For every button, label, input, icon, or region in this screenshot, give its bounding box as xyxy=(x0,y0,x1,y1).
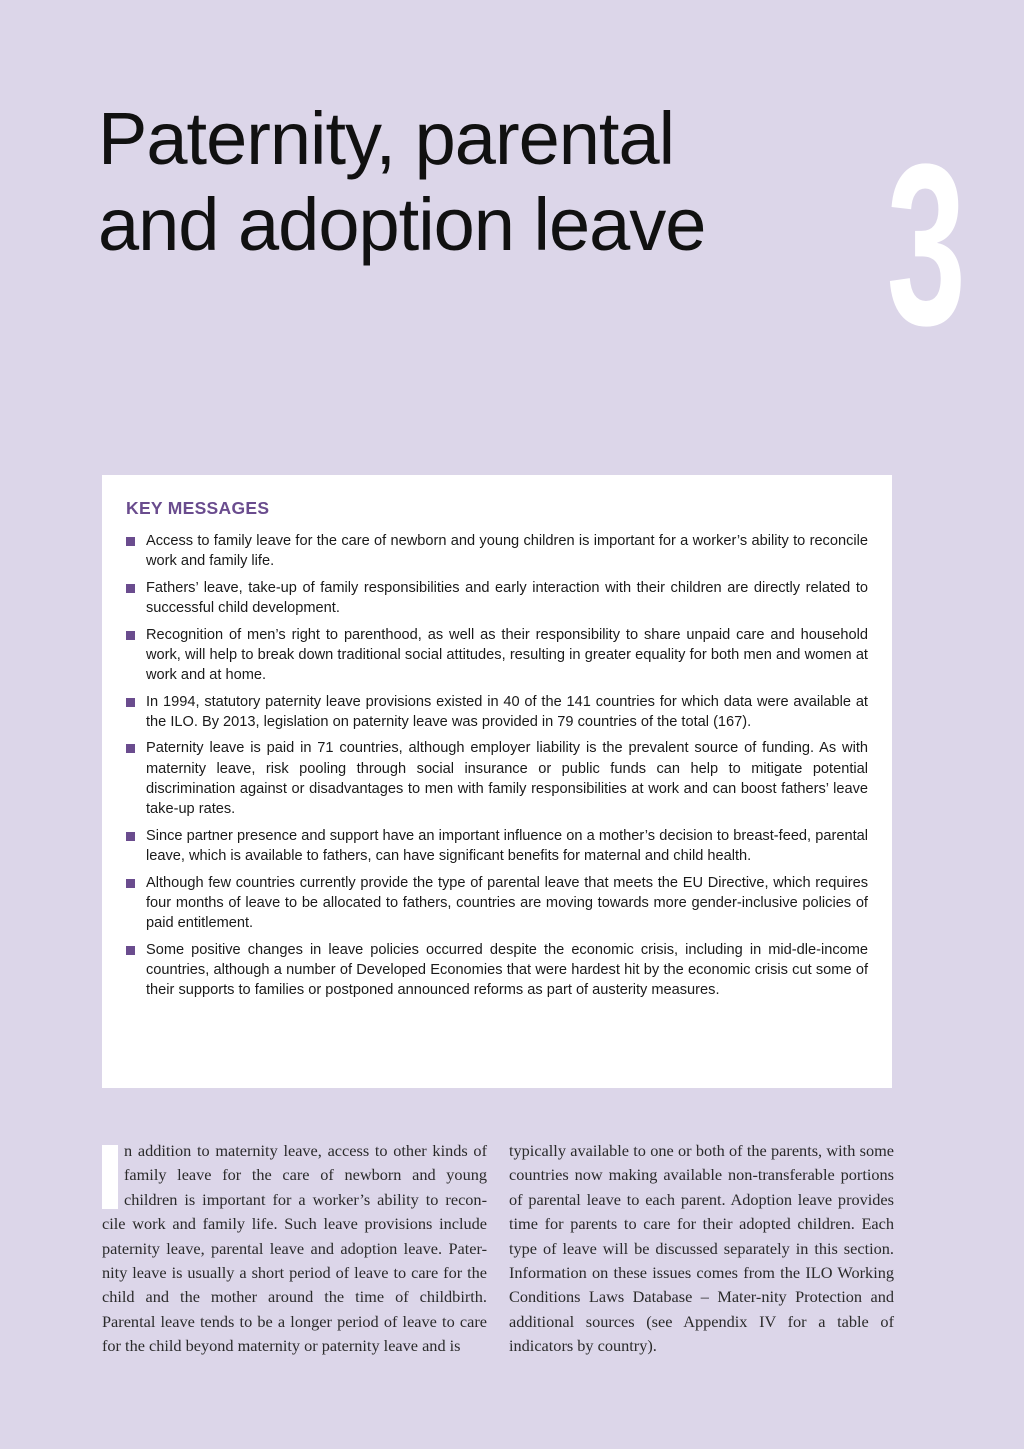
square-bullet-icon xyxy=(126,879,135,888)
square-bullet-icon xyxy=(126,537,135,546)
key-message-item xyxy=(126,692,868,733)
square-bullet-icon xyxy=(126,631,135,640)
square-bullet-icon xyxy=(126,832,135,841)
body-column-left xyxy=(102,1139,487,1359)
drop-cap-letter-i-shape xyxy=(102,1145,118,1209)
square-bullet-icon xyxy=(126,946,135,955)
key-message-item xyxy=(126,531,868,572)
key-messages-box xyxy=(102,475,892,1088)
key-message-text: Since partner presence and support have an important influence on a mother’s decision to breast-feed, parental leave, which is available to fathers, can have significant benefits for maternal and child health. xyxy=(146,827,868,865)
body-paragraph-left: n addition to maternity leave, access to other kinds of family leave for the care of newborn and young children is important for a worker’s ability to recon-cile work and family life. Such leave provisions include paternity leave, parental leave and adoption leave. Pater-nity leave is usually a short period of leave to care for the child and the mother around the time of childbirth. Parental leave tends to be a longer period of leave to care for the child beyond maternity or paternity leave and is xyxy=(102,1141,487,1356)
square-bullet-icon xyxy=(126,698,135,707)
key-message-item xyxy=(126,738,868,819)
page-title-line-1: Paternity, parental xyxy=(98,97,675,180)
key-message-text: Paternity leave is paid in 71 countries, although employer liability is the prevalent source of funding. As with maternity leave, risk pooling through social insurance or public funds can help to mitigate potential discrimination against or disadvantages to men with family responsibilities at work and can boost fathers’ leave take-up rates. xyxy=(146,740,868,818)
key-messages-heading: KEY MESSAGES xyxy=(126,498,270,518)
key-message-text: Some positive changes in leave policies occurred despite the economic crisis, including in mid-dle-income countries, although a number of Developed Economies that were hardest hit by the economic crisis cut some of their supports to families or postponed announced reforms as part of austerity measures. xyxy=(146,941,868,999)
key-message-text: Access to family leave for the care of newborn and young children is important for a worker’s ability to reconcile work and family life. xyxy=(146,533,868,570)
page-title xyxy=(98,96,705,268)
body-paragraph-right: typically available to one or both of the parents, with some countries now making available non-transferable portions of parental leave to each parent. Adoption leave provides time for parents to care for their adopted children. Each type of leave will be discussed separately in this section. Information on these issues comes from the ILO Working Conditions Laws Database – Mater-nity Protection and additional sources (see Appendix IV for a table of indicators by country). xyxy=(509,1141,894,1356)
key-message-item xyxy=(126,873,868,934)
key-message-item xyxy=(126,940,868,1001)
square-bullet-icon xyxy=(126,744,135,753)
key-message-item xyxy=(126,826,868,867)
key-message-item xyxy=(126,625,868,686)
chapter-number: 3 xyxy=(886,116,966,373)
key-message-text: In 1994, statutory paternity leave provisions existed in 40 of the 141 countries for which data were available at the ILO. By 2013, legislation on paternity leave was provided in 79 countries of the total (167). xyxy=(146,693,868,730)
key-message-text: Although few countries currently provide the type of parental leave that meets the EU Directive, which requires four months of leave to be allocated to fathers, countries are moving towards more gender-inclusive policies of paid entitlement. xyxy=(146,874,868,932)
key-messages-list xyxy=(126,531,868,1001)
body-text xyxy=(102,1139,894,1359)
square-bullet-icon xyxy=(126,584,135,593)
page-title-line-2: and adoption leave xyxy=(98,183,706,266)
body-column-right xyxy=(509,1139,894,1359)
key-message-text: Recognition of men’s right to parenthood, as well as their responsibility to share unpaid care and household work, will help to break down traditional social attitudes, resulting in greater equality for both men and women at work and at home. xyxy=(146,626,868,684)
key-message-text: Fathers’ leave, take-up of family responsibilities and early interaction with their children are directly related to successful child development. xyxy=(146,579,868,617)
key-message-item xyxy=(126,578,868,619)
